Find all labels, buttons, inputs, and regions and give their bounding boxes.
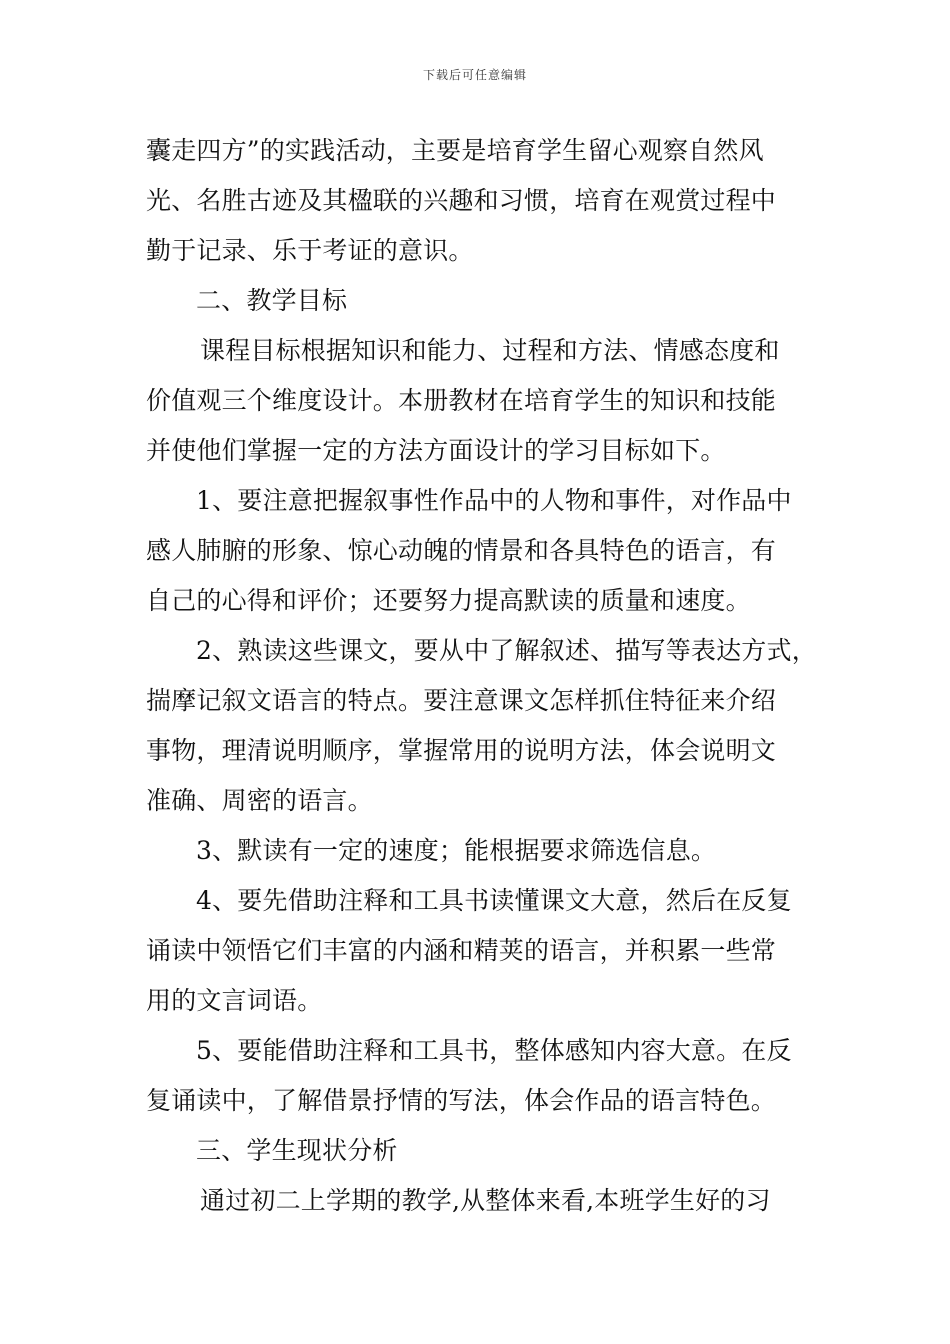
document-body — [146, 126, 816, 1226]
paragraph-first-line: 通过初二上学期的教学,从整体来看,本班学生好的习 — [200, 1186, 771, 1215]
text-line: 感人肺腑的形象、惊心动魄的情景和各具特色的语言，有 — [146, 536, 777, 565]
list-item-first-line: 2、熟读这些课文，要从中了解叙述、描写等表达方式， — [196, 636, 817, 665]
list-item-first-line: 4、要先借助注释和工具书读懂课文大意，然后在反复 — [196, 886, 792, 915]
text-line: 勤于记录、乐于考证的意识。 — [146, 236, 474, 265]
section-heading: 二、教学目标 — [196, 286, 348, 315]
text-line: 事物，理清说明顺序，掌握常用的说明方法，体会说明文 — [146, 736, 777, 765]
list-item-first-line: 1、要注意把握叙事性作品中的人物和事件，对作品中 — [196, 486, 792, 515]
paragraph-first-line: 课程目标根据知识和能力、过程和方法、情感态度和 — [200, 336, 780, 365]
text-line: 囊走四方”的实践活动，主要是培育学生留心观察自然风 — [146, 136, 764, 165]
page-header: 下载后可任意编辑 — [422, 68, 527, 82]
section-heading: 三、学生现状分析 — [196, 1136, 398, 1165]
text-line: 价值观三个维度设计。本册教材在培育学生的知识和技能 — [146, 386, 777, 415]
text-line: 诵读中领悟它们丰富的内涵和精荚的语言，并积累一些常 — [146, 936, 777, 965]
text-line: 揣摩记叙文语言的特点。要注意课文怎样抓住特征来介绍 — [146, 686, 777, 715]
text-line: 光、名胜古迹及其楹联的兴趣和习惯，培育在观赏过程中 — [146, 186, 777, 215]
text-line: 复诵读中，了解借景抒情的写法，体会作品的语言特色。 — [146, 1086, 777, 1115]
text-line: 用的文言词语。 — [146, 986, 323, 1015]
list-item-first-line: 3、默读有一定的速度；能根据要求筛选信息。 — [196, 836, 717, 865]
text-line: 准确、周密的语言。 — [146, 786, 373, 815]
list-item-first-line: 5、要能借助注释和工具书，整体感知内容大意。在反 — [196, 1036, 792, 1065]
text-line: 并使他们掌握一定的方法方面设计的学习目标如下。 — [146, 436, 726, 465]
text-line: 自己的心得和评价；还要努力提高默读的质量和速度。 — [146, 586, 751, 615]
